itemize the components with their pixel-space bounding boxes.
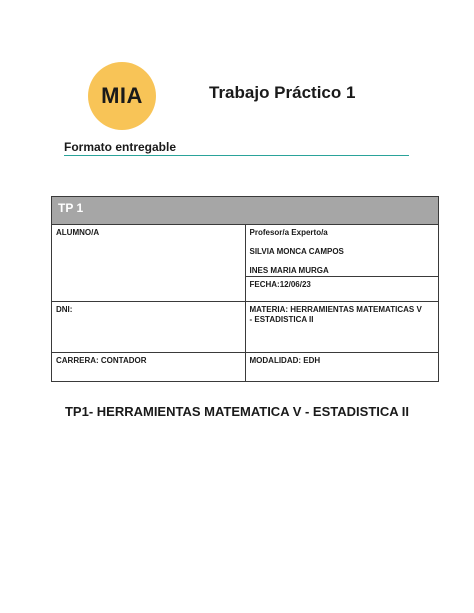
table-row	[52, 302, 439, 353]
subtitle-underline	[64, 155, 409, 156]
modalidad-value: MODALIDAD: EDH	[249, 356, 321, 365]
materia-line-1: MATERIA: HERRAMIENTAS MATEMATICAS V	[249, 305, 422, 314]
modalidad-cell	[245, 353, 439, 382]
profesor-cell	[245, 225, 439, 277]
logo-text: MIA	[101, 83, 143, 108]
fecha-value: FECHA:12/06/23	[249, 280, 311, 289]
tp-info-table	[51, 196, 439, 382]
fecha-cell	[245, 277, 439, 302]
carrera-value: CARRERA: CONTADOR	[56, 356, 147, 365]
dni-label: DNI:	[56, 305, 73, 314]
profesor-label: Profesor/a Experto/a	[249, 228, 328, 237]
subtitle: Formato entregable	[64, 140, 177, 154]
carrera-cell	[52, 353, 246, 382]
materia-line-2: - ESTADISTICA II	[249, 315, 314, 324]
table-header-row	[52, 197, 439, 225]
main-title: TP1- HERRAMIENTAS MATEMATICA V - ESTADISTICA II	[64, 404, 409, 419]
profesor-name-2: INES MARIA MURGA	[249, 266, 329, 275]
alumno-cell	[52, 225, 246, 302]
alumno-label: ALUMNO/A	[56, 228, 100, 237]
table-header: TP 1	[52, 197, 439, 225]
table-row	[52, 353, 439, 382]
table-row	[52, 225, 439, 277]
mia-logo	[88, 62, 156, 130]
dni-cell	[52, 302, 246, 353]
materia-cell	[245, 302, 439, 353]
document-title: Trabajo Práctico 1	[209, 83, 356, 102]
profesor-name-1: SILVIA MONCA CAMPOS	[249, 247, 344, 256]
